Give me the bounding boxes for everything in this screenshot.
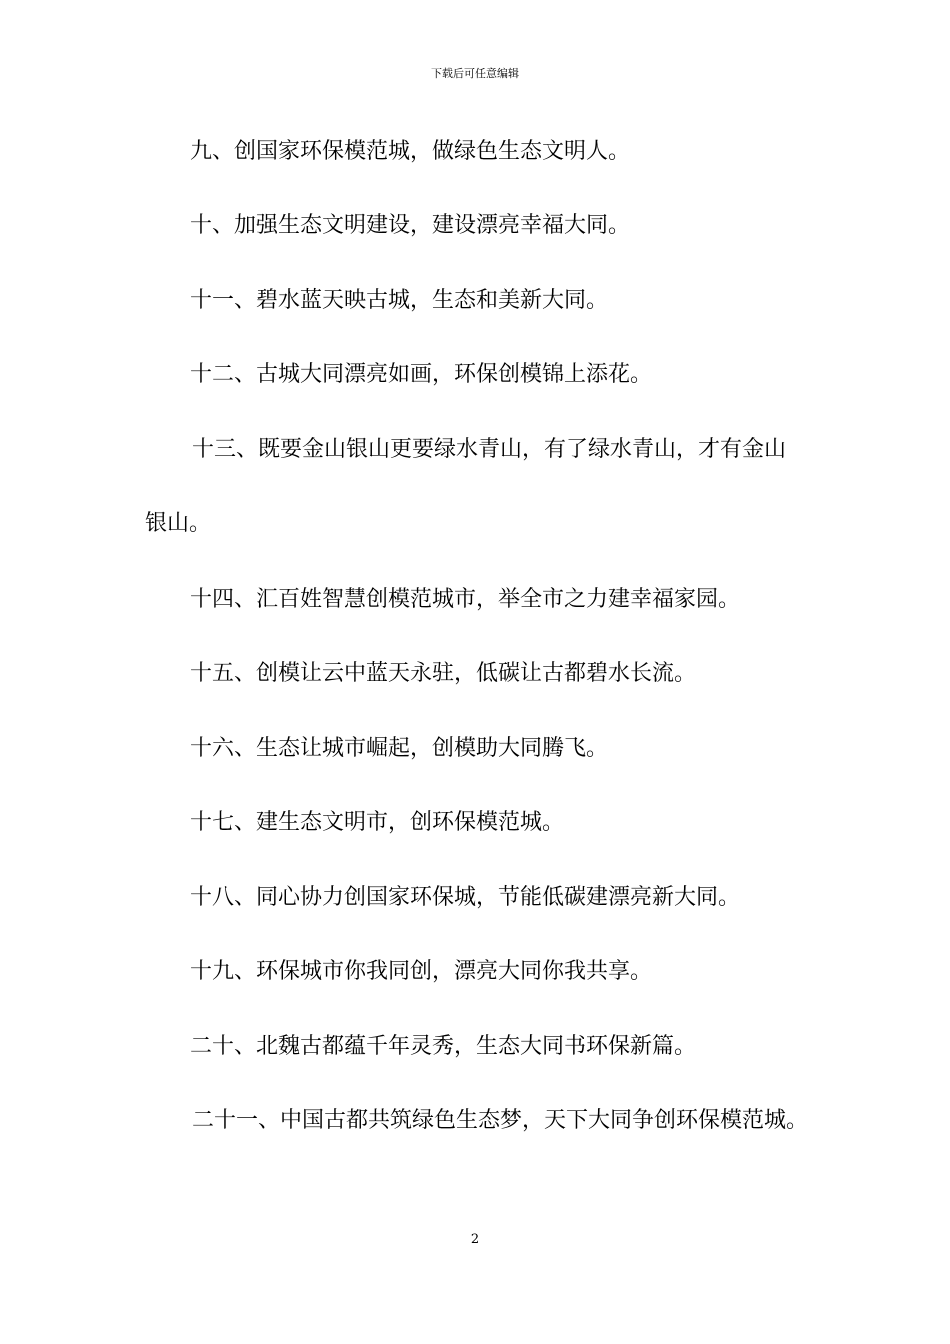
slogan-15: 十五、创模让云中蓝天永驻，低碳让古都碧水长流。	[190, 661, 697, 686]
slogan-16: 十六、生态让城市崛起，创模助大同腾飞。	[190, 736, 609, 761]
page-header: 下载后可任意编辑	[431, 67, 519, 80]
page-number: 2	[470, 1232, 480, 1247]
slogan-10: 十、加强生态文明建设，建设漂亮幸福大同。	[190, 213, 631, 238]
slogan-13-line-1: 十三、既要金山银山更要绿水青山，有了绿水青山，才有金山	[192, 437, 787, 462]
slogan-18: 十八、同心协力创国家环保城，节能低碳建漂亮新大同。	[190, 885, 741, 910]
slogan-19: 十九、环保城市你我同创，漂亮大同你我共享。	[190, 959, 653, 984]
slogan-11: 十一、碧水蓝天映古城，生态和美新大同。	[190, 288, 609, 313]
slogan-13-line-2: 银山。	[145, 511, 212, 536]
slogan-9: 九、创国家环保模范城，做绿色生态文明人。	[190, 139, 631, 164]
slogan-17: 十七、建生态文明市，创环保模范城。	[190, 810, 565, 835]
slogan-20: 二十、北魏古都蕴千年灵秀，生态大同书环保新篇。	[190, 1034, 697, 1059]
slogan-14: 十四、汇百姓智慧创模范城市，举全市之力建幸福家园。	[190, 587, 741, 612]
slogan-21: 二十一、中国古都共筑绿色生态梦，天下大同争创环保模范城。	[192, 1108, 809, 1133]
slogan-12: 十二、古城大同漂亮如画，环保创模锦上添花。	[190, 362, 653, 387]
